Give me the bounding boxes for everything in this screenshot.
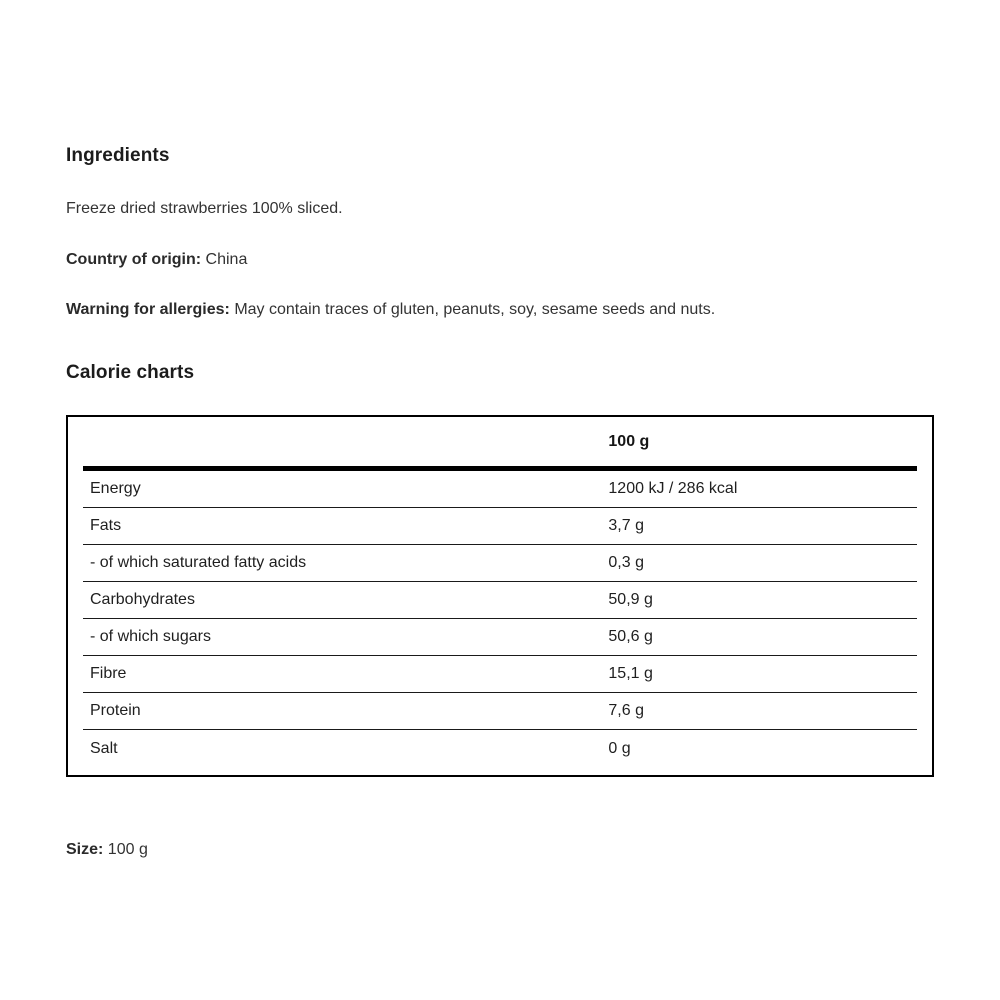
calorie-charts-heading: Calorie charts [66, 362, 195, 383]
table-row [83, 693, 917, 730]
nutrient-value: 1200 kJ / 286 kcal [608, 480, 738, 497]
table-row [83, 545, 917, 582]
nutrient-label: - of which saturated fatty acids [90, 554, 307, 571]
size-line [66, 838, 934, 862]
nutrient-value: 0,3 g [608, 554, 644, 571]
nutrient-value: 3,7 g [608, 517, 644, 534]
nutrient-value: 15,1 g [608, 665, 653, 682]
nutrient-label: Salt [90, 739, 118, 757]
table-row [83, 471, 917, 508]
size-value: 100 g [107, 841, 148, 858]
nutrition-table-header-row [83, 417, 917, 466]
country-of-origin-value: China [205, 251, 248, 268]
ingredients-heading: Ingredients [66, 145, 170, 166]
nutrition-column-header: 100 g [608, 432, 650, 450]
allergy-warning-label: Warning for allergies: [66, 301, 230, 318]
nutrient-label: Protein [90, 702, 141, 719]
nutrient-label: Fats [90, 517, 122, 534]
allergy-warning-value: May contain traces of gluten, peanuts, soy, sesame seeds and nuts. [234, 301, 716, 318]
table-row [83, 582, 917, 619]
size-label: Size: [66, 841, 104, 858]
allergy-warning-line [66, 298, 934, 322]
nutrition-rows [83, 471, 917, 775]
ingredients-description: Freeze dried strawberries 100% sliced. [66, 200, 343, 217]
nutrient-value: 50,9 g [608, 591, 653, 608]
nutrient-label: Carbohydrates [90, 591, 195, 608]
table-row [83, 508, 917, 545]
table-row [83, 656, 917, 693]
product-details-section [66, 146, 934, 862]
country-of-origin-label: Country of origin: [66, 251, 202, 268]
table-row [83, 730, 917, 767]
nutrient-label: Fibre [90, 665, 127, 682]
table-row [83, 619, 917, 656]
nutrient-label: - of which sugars [90, 628, 211, 645]
country-of-origin-line [66, 248, 934, 272]
nutrition-table [66, 415, 934, 777]
nutrient-label: Energy [90, 480, 141, 497]
nutrient-value: 0 g [608, 739, 631, 757]
nutrient-value: 7,6 g [608, 702, 644, 719]
nutrient-value: 50,6 g [608, 628, 653, 645]
